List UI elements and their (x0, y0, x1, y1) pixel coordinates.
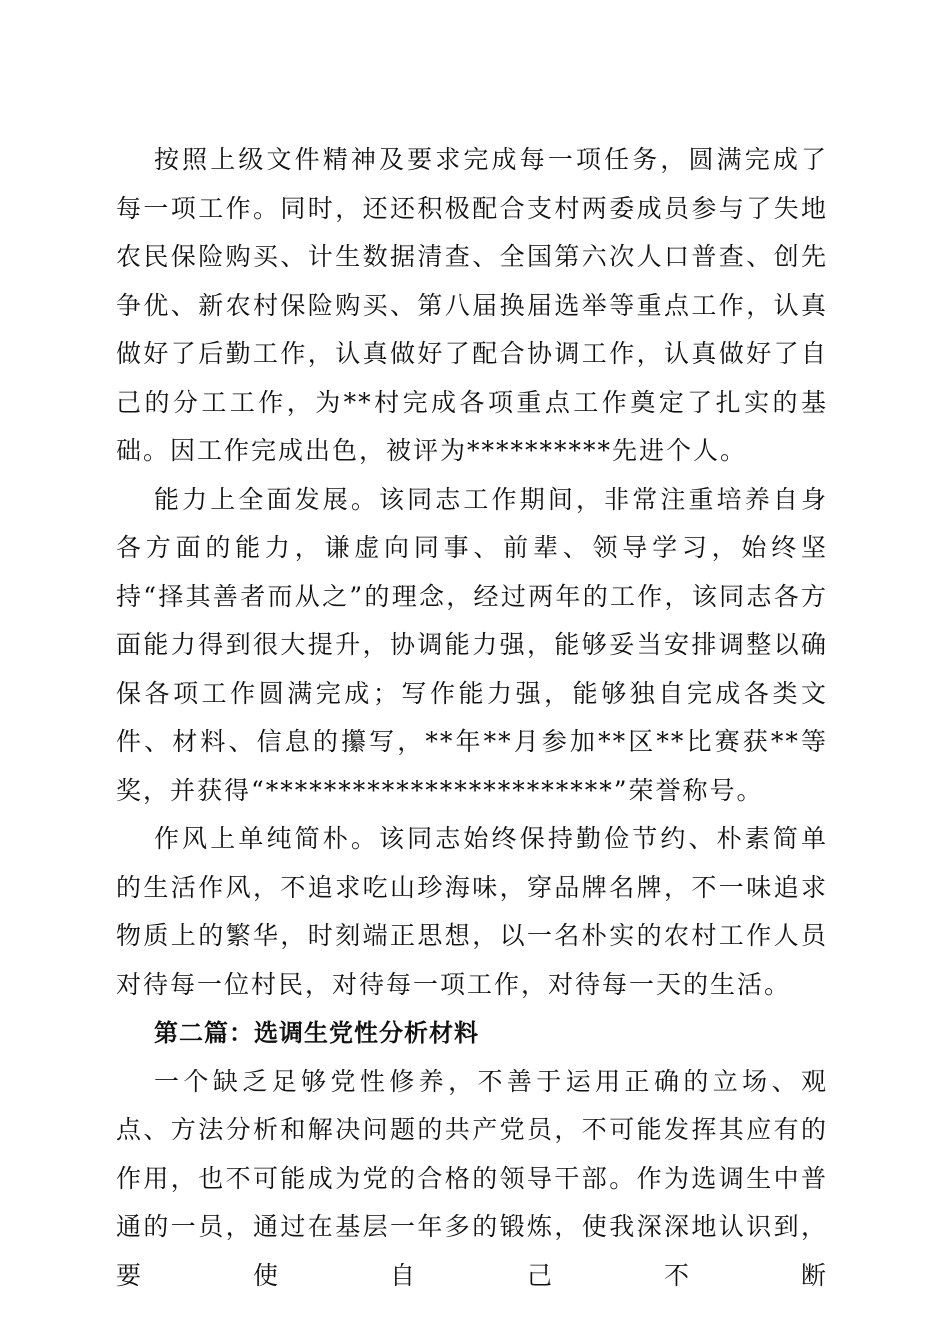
paragraph-work-tasks: 按照上级文件精神及要求完成每一项任务，圆满完成了每一项工作。同时，还还积极配合支村两委成员参与了失地农民保险购买、计生数据清查、全国第六次人口普查、创先争优、新农村保险购买、第八届换届选举等重点工作，认真做好了后勤工作，认真做好了配合协调工作，认真做好了自己的分工工作，为**村完成各项重点工作奠定了扎实的基础。因工作完成出色，被评为**********先进个人。 (116, 145, 828, 465)
paragraph-work-style: 作风上单纯简朴。该同志始终保持勤俭节约、朴素简单的生活作风，不追求吃山珍海味，穿品牌名牌，不一味追求物质上的繁华，时刻端正思想，以一名朴实的农村工作人员对待每一位村民，对待每一项工作，对待每一天的生活。 (116, 824, 828, 999)
section-heading: 第二篇：选调生党性分析材料 (154, 1019, 479, 1047)
paragraph-ability: 能力上全面发展。该同志工作期间，非常注重培养自身各方面的能力，谦虚向同事、前辈、领导学习，始终坚持“择其善者而从之”的理念，经过两年的工作，该同志各方面能力得到很大提升，协调能力强，能够妥当安排调整以确保各项工作圆满完成；写作能力强，能够独自完成各类文件、材料、信息的攥写，**年**月参加**区**比赛获**等奖，并获得“************************”荣誉称号。 (116, 484, 828, 805)
paragraph-party-analysis: 一个缺乏足够党性修养，不善于运用正确的立场、观点、方法分析和解决问题的共产党员，不可能发挥其应有的作用，也不可能成为党的合格的领导干部。作为选调生中普通的一员，通过在基层一年多的锻炼，使我深深地认识到，要使自己不断 (116, 1066, 828, 1290)
document-body (116, 136, 828, 1300)
